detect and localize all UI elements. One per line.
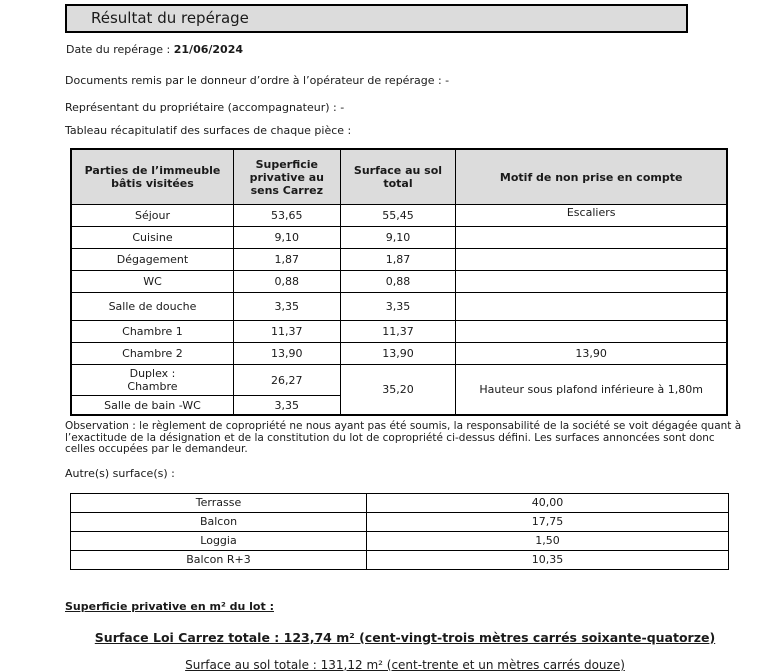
surface-value-cell: 1,50 xyxy=(367,531,729,550)
sol-total-text: Surface au sol totale : 131,12 m² (cent-trente et un mètres carrés douze) xyxy=(185,657,625,672)
table-row xyxy=(71,205,727,227)
sol-cell: 11,37 xyxy=(340,321,456,343)
table-row xyxy=(71,249,727,271)
duplex-label-line2: Chambre xyxy=(127,380,178,393)
table-row xyxy=(71,271,727,293)
sol-cell: 13,90 xyxy=(340,343,456,365)
carrez-total-text: Surface Loi Carrez totale : 123,74 m² (cent-vingt-trois mètres carrés soixante-quatorze) xyxy=(94,629,716,645)
table-row-duplex xyxy=(71,365,727,396)
other-surfaces-caption: Autre(s) surface(s) : xyxy=(65,466,175,480)
date-label: Date du repérage : xyxy=(66,43,174,56)
motif-cell: 13,90 xyxy=(456,343,727,365)
totals-heading: Superficie privative en m² du lot : xyxy=(65,599,274,613)
other-surface-row xyxy=(71,531,729,550)
duplex-label-line1: Duplex : xyxy=(129,367,176,380)
motif-cell xyxy=(456,249,727,271)
surface-name-cell: Balcon R+3 xyxy=(71,550,367,569)
header-cell-motif: Motif de non prise en compte xyxy=(456,149,727,205)
motif-cell xyxy=(456,321,727,343)
sol-cell: 3,35 xyxy=(340,293,456,321)
other-surfaces-table xyxy=(70,493,729,570)
observation-text: Observation : le règlement de copropriété ne nous ayant pas été soumis, la responsabilité de la société se voit dégagée quant à l’exactitude de la désignation et de la constitution du lot de copropriété ci-dessus défini. Les surfaces annoncées sont donc celles occupées par le demandeur. xyxy=(65,420,742,455)
piece-cell: WC xyxy=(71,271,233,293)
surface-name-cell: Terrasse xyxy=(71,493,367,512)
motif-cell xyxy=(456,293,727,321)
surface-value-cell: 17,75 xyxy=(367,512,729,531)
piece-cell: Dégagement xyxy=(71,249,233,271)
piece-cell: Séjour xyxy=(71,205,233,227)
table-row xyxy=(71,343,727,365)
sol-cell: 0,88 xyxy=(340,271,456,293)
motif-cell: Escaliers xyxy=(456,205,727,227)
carrez-cell: 3,35 xyxy=(233,293,340,321)
surfaces-table xyxy=(70,148,728,416)
surfaces-table-caption: Tableau récapitulatif des surfaces de chaque pièce : xyxy=(65,124,352,137)
header-cell-carrez: Superficie privative au sens Carrez xyxy=(233,149,340,205)
representative-line: Représentant du propriétaire (accompagnateur) : - xyxy=(65,101,345,114)
piece-cell: Chambre 1 xyxy=(71,321,233,343)
report-title-box xyxy=(65,4,688,33)
documents-line: Documents remis par le donneur d’ordre à l’opérateur de repérage : - xyxy=(65,74,450,87)
motif-cell xyxy=(456,271,727,293)
table-row xyxy=(71,321,727,343)
carrez-cell: 9,10 xyxy=(233,227,340,249)
surface-name-cell: Balcon xyxy=(71,512,367,531)
sol-cell: 9,10 xyxy=(340,227,456,249)
merged-motif-cell: Hauteur sous plafond inférieure à 1,80m xyxy=(456,365,727,416)
piece-cell: Chambre 2 xyxy=(71,343,233,365)
header-cell-sol: Surface au sol total xyxy=(340,149,456,205)
sol-cell: 55,45 xyxy=(340,205,456,227)
piece-cell: Cuisine xyxy=(71,227,233,249)
carrez-cell: 53,65 xyxy=(233,205,340,227)
carrez-cell: 11,37 xyxy=(233,321,340,343)
date-line xyxy=(66,43,745,56)
surface-value-cell: 40,00 xyxy=(367,493,729,512)
piece-cell: Salle de douche xyxy=(71,293,233,321)
piece-cell xyxy=(71,365,233,396)
carrez-cell: 0,88 xyxy=(233,271,340,293)
surface-value-cell: 10,35 xyxy=(367,550,729,569)
date-value: 21/06/2024 xyxy=(173,43,244,56)
table-row xyxy=(71,227,727,249)
table-row xyxy=(71,293,727,321)
sol-total-line xyxy=(65,658,745,672)
other-surface-row xyxy=(71,550,729,569)
carrez-cell: 26,27 xyxy=(233,365,340,396)
merged-sol-cell: 35,20 xyxy=(340,365,456,416)
header-cell-piece: Parties de l’immeuble bâtis visitées xyxy=(71,149,233,205)
sol-cell: 1,87 xyxy=(340,249,456,271)
other-surface-row xyxy=(71,493,729,512)
carrez-total-line xyxy=(65,630,745,645)
surfaces-table-header-row xyxy=(71,149,727,205)
page-title: Résultat du repérage xyxy=(91,9,249,27)
piece-cell: Salle de bain -WC xyxy=(71,396,233,416)
carrez-cell: 3,35 xyxy=(233,396,340,416)
carrez-cell: 1,87 xyxy=(233,249,340,271)
carrez-cell: 13,90 xyxy=(233,343,340,365)
other-surface-row xyxy=(71,512,729,531)
motif-cell xyxy=(456,227,727,249)
surface-name-cell: Loggia xyxy=(71,531,367,550)
